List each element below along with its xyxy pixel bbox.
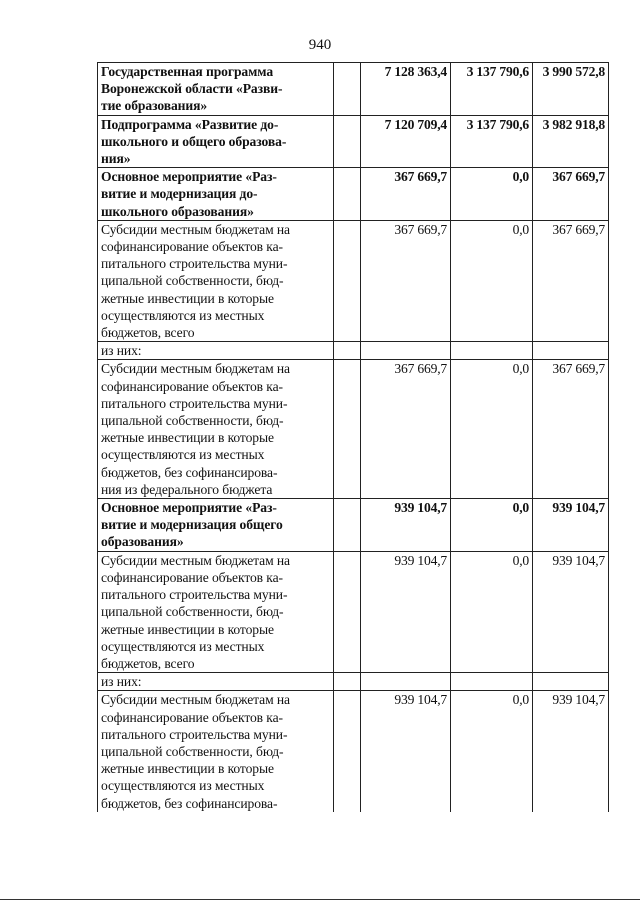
row-total: 939 104,7	[361, 499, 451, 552]
row-name: Субсидии местным бюджетам на софинансирование объектов ка- питального строительства муни- ципальной собственности, бюд- жетные инвестиции в которые осуществляются из местных бюджетов, без софинансирова- ния из федерального бюджета	[98, 360, 334, 499]
table-row	[98, 551, 609, 672]
row-code	[334, 168, 361, 221]
row-federal	[451, 342, 533, 360]
row-name: Субсидии местным бюджетам на софинансирование объектов ка- питального строительства муни- ципальной собственности, бюд- жетные инвестиции в которые осуществляются из местных бюджетов, всего	[98, 220, 334, 341]
row-code	[334, 691, 361, 812]
table-row	[98, 220, 609, 341]
row-name: из них:	[98, 673, 334, 691]
table-row	[98, 499, 609, 552]
row-total: 367 669,7	[361, 168, 451, 221]
row-federal: 0,0	[451, 499, 533, 552]
row-total: 367 669,7	[361, 360, 451, 499]
row-code	[334, 63, 361, 116]
page-bottom-rule	[0, 899, 640, 900]
table-row	[98, 63, 609, 116]
row-total	[361, 673, 451, 691]
row-regional: 3 982 918,8	[533, 115, 609, 168]
row-total: 939 104,7	[361, 691, 451, 812]
budget-table	[97, 62, 609, 812]
table-row	[98, 691, 609, 812]
row-code	[334, 551, 361, 672]
row-regional	[533, 673, 609, 691]
row-code	[334, 360, 361, 499]
row-code	[334, 673, 361, 691]
row-code	[334, 115, 361, 168]
row-name: из них:	[98, 342, 334, 360]
row-name: Субсидии местным бюджетам на софинансирование объектов ка- питального строительства муни- ципальной собственности, бюд- жетные инвестиции в которые осуществляются из местных бюджетов, без софинансирова-	[98, 691, 334, 812]
table-row	[98, 360, 609, 499]
row-code	[334, 220, 361, 341]
row-regional: 939 104,7	[533, 691, 609, 812]
table-row	[98, 342, 609, 360]
row-regional: 367 669,7	[533, 220, 609, 341]
row-regional: 3 990 572,8	[533, 63, 609, 116]
row-name: Основное мероприятие «Раз- витие и модернизация до- школьного образования»	[98, 168, 334, 221]
row-federal: 3 137 790,6	[451, 63, 533, 116]
row-federal: 3 137 790,6	[451, 115, 533, 168]
row-code	[334, 342, 361, 360]
row-federal: 0,0	[451, 691, 533, 812]
row-federal: 0,0	[451, 168, 533, 221]
row-regional: 939 104,7	[533, 499, 609, 552]
row-total: 939 104,7	[361, 551, 451, 672]
row-regional: 367 669,7	[533, 360, 609, 499]
table-row	[98, 168, 609, 221]
row-total: 7 128 363,4	[361, 63, 451, 116]
row-regional: 939 104,7	[533, 551, 609, 672]
row-name: Субсидии местным бюджетам на софинансирование объектов ка- питального строительства муни- ципальной собственности, бюд- жетные инвестиции в которые осуществляются из местных бюджетов, всего	[98, 551, 334, 672]
row-code	[334, 499, 361, 552]
table-row	[98, 673, 609, 691]
row-federal: 0,0	[451, 220, 533, 341]
row-regional	[533, 342, 609, 360]
row-regional: 367 669,7	[533, 168, 609, 221]
row-federal	[451, 673, 533, 691]
row-total: 367 669,7	[361, 220, 451, 341]
page-number: 940	[308, 37, 332, 53]
row-name: Основное мероприятие «Раз- витие и модернизация общего образования»	[98, 499, 334, 552]
row-total: 7 120 709,4	[361, 115, 451, 168]
row-federal: 0,0	[451, 360, 533, 499]
row-federal: 0,0	[451, 551, 533, 672]
row-total	[361, 342, 451, 360]
row-name: Подпрограмма «Развитие до- школьного и общего образова- ния»	[98, 115, 334, 168]
table-row	[98, 115, 609, 168]
row-name: Государственная программа Воронежской области «Разви- тие образования»	[98, 63, 334, 116]
